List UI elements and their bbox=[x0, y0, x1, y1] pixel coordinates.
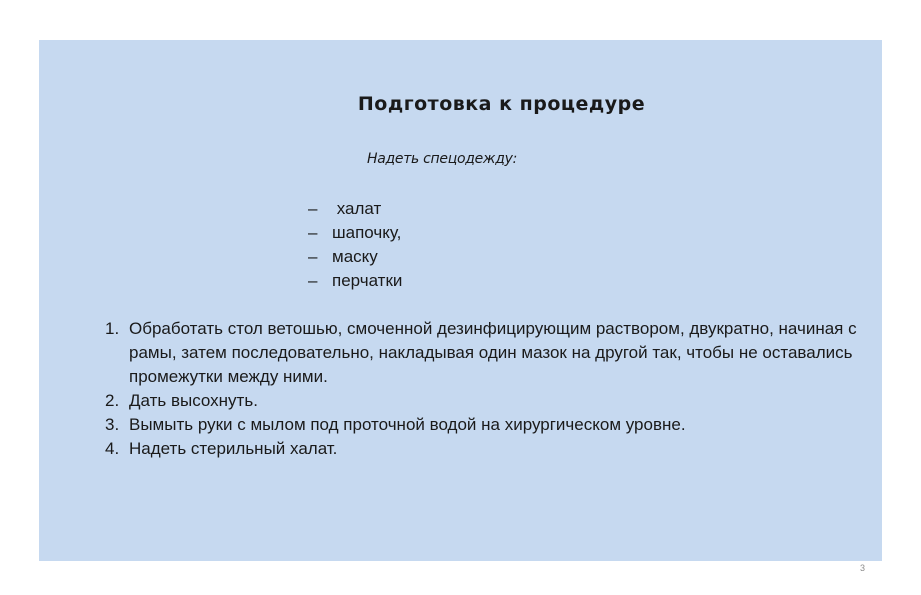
list-item bbox=[308, 221, 402, 245]
step-item bbox=[105, 317, 885, 389]
slide bbox=[39, 40, 882, 561]
step-number: 4. bbox=[105, 439, 120, 458]
list-item bbox=[308, 269, 402, 293]
dash-bullet: – bbox=[308, 247, 318, 266]
garment-label: халат bbox=[332, 199, 382, 218]
list-item bbox=[308, 197, 402, 221]
garments-heading: Надеть спецодежду: bbox=[367, 151, 518, 167]
garment-label: перчатки bbox=[332, 271, 403, 290]
step-text: Обработать стол ветошью, смоченной дезинфицирующим раствором, двукратно, начиная с рамы, затем последовательно, накладывая один мазок на другой так, чтобы не оставались промежутки между ними. bbox=[129, 319, 857, 386]
dash-bullet: – bbox=[308, 223, 318, 242]
garment-label: шапочку, bbox=[332, 223, 402, 242]
garment-label: маску bbox=[332, 247, 378, 266]
page-number: 3 bbox=[860, 563, 866, 573]
step-item bbox=[105, 437, 885, 461]
list-item bbox=[308, 245, 402, 269]
step-text: Надеть стерильный халат. bbox=[129, 439, 338, 458]
garments-list bbox=[308, 197, 402, 293]
step-text: Дать высохнуть. bbox=[129, 391, 258, 410]
step-number: 3. bbox=[105, 415, 120, 434]
step-text: Вымыть руки с мылом под проточной водой на хирургическом уровне. bbox=[129, 415, 686, 434]
step-number: 2. bbox=[105, 391, 120, 410]
dash-bullet: – bbox=[308, 199, 318, 218]
dash-bullet: – bbox=[308, 271, 318, 290]
step-item bbox=[105, 413, 885, 437]
procedure-steps bbox=[105, 317, 885, 461]
step-number: 1. bbox=[105, 319, 120, 338]
slide-title: Подготовка к процедуре bbox=[357, 93, 646, 115]
step-item bbox=[105, 389, 885, 413]
